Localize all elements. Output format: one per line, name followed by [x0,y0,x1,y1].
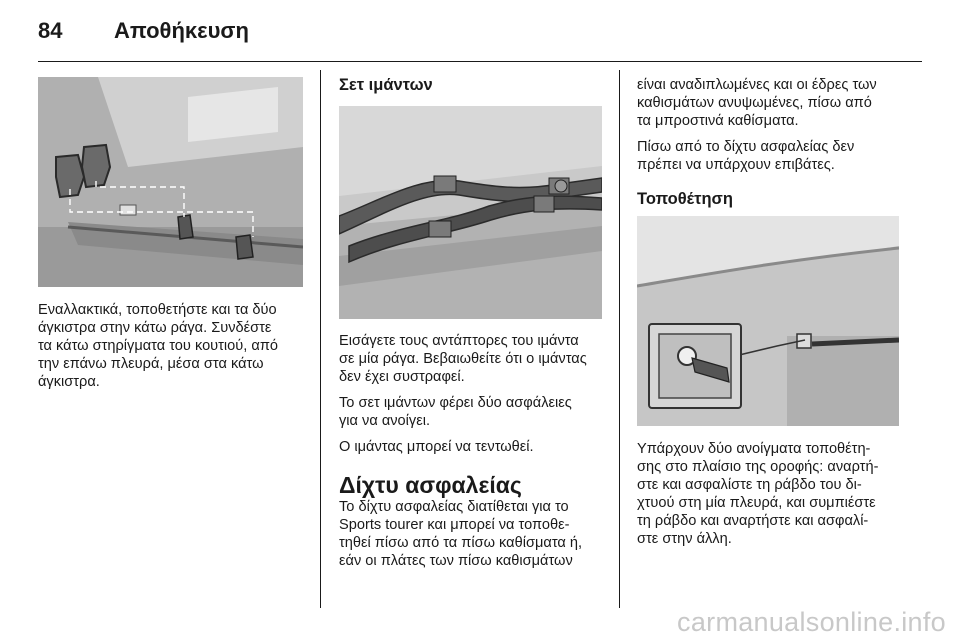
header-rule [38,61,922,62]
column-divider-1 [320,70,321,608]
section-heading-strap-set: Σετ ιμάντων [339,76,433,94]
paragraph: Το σετ ιμάντων φέρει δύο ασφάλειες για να ανοίγει. [339,395,572,429]
section-title-safety-net: Δίχτυ ασφαλείας [339,472,522,498]
column-divider-2 [619,70,620,608]
figure-net-installation [637,216,899,426]
section-heading-installation: Τοποθέτηση [637,190,733,208]
column-2-text [339,332,609,578]
column-3-text-bottom [637,440,912,556]
column-2-heading-block [339,76,607,94]
paragraph: είναι αναδιπλωμένες και οι έδρες των καθισμάτων ανυψωμένες, πίσω από τα μπροστινά καθίσματα. [637,77,877,129]
paragraph: Εισάγετε τους αντάπτορες του ιμάντα σε μία ράγα. Βεβαιωθείτε ότι ο ιμάντας δεν έχει συστραφεί. [339,333,587,385]
figure-hooks-rail [38,77,303,287]
page-number: 84 [38,18,63,43]
paragraph: Το δίχτυ ασφαλείας διατίθεται για το Sports tourer και μπορεί να τοποθε- τηθεί πίσω από τα πίσω καθίσματα ή, εάν οι πλάτες των πίσω καθισμάτων [339,499,583,569]
figure-strap-set [339,106,602,319]
column-1-text [38,301,306,399]
paragraph: Εναλλακτικά, τοποθετήστε και τα δύο άγκιστρα στην κάτω ράγα. Συνδέστε τα κάτω στηρίγματα του κουτιού, από την επάνω πλευρά, μέσα στα κάτω άγκιστρα. [38,302,278,390]
watermark: carmanualsonline.info [677,607,946,637]
paragraph: Πίσω από το δίχτυ ασφαλείας δεν πρέπει να υπάρχουν επιβάτες. [637,139,855,173]
paragraph: Υπάρχουν δύο ανοίγματα τοποθέτη- σης στο πλαίσιο της οροφής: αναρτή- στε και ασφαλίστε τη ράβδο του δι- χτυού στη μία πλευρά, και συμπιέστε τη ράβδο και αναρτήστε και ασφαλί- στε στην άλλη. [637,441,879,547]
page-title: Αποθήκευση [114,18,249,43]
page-header [38,12,922,52]
column-3-text-top [637,76,907,208]
paragraph: Ο ιμάντας μπορεί να τεντωθεί. [339,439,534,455]
